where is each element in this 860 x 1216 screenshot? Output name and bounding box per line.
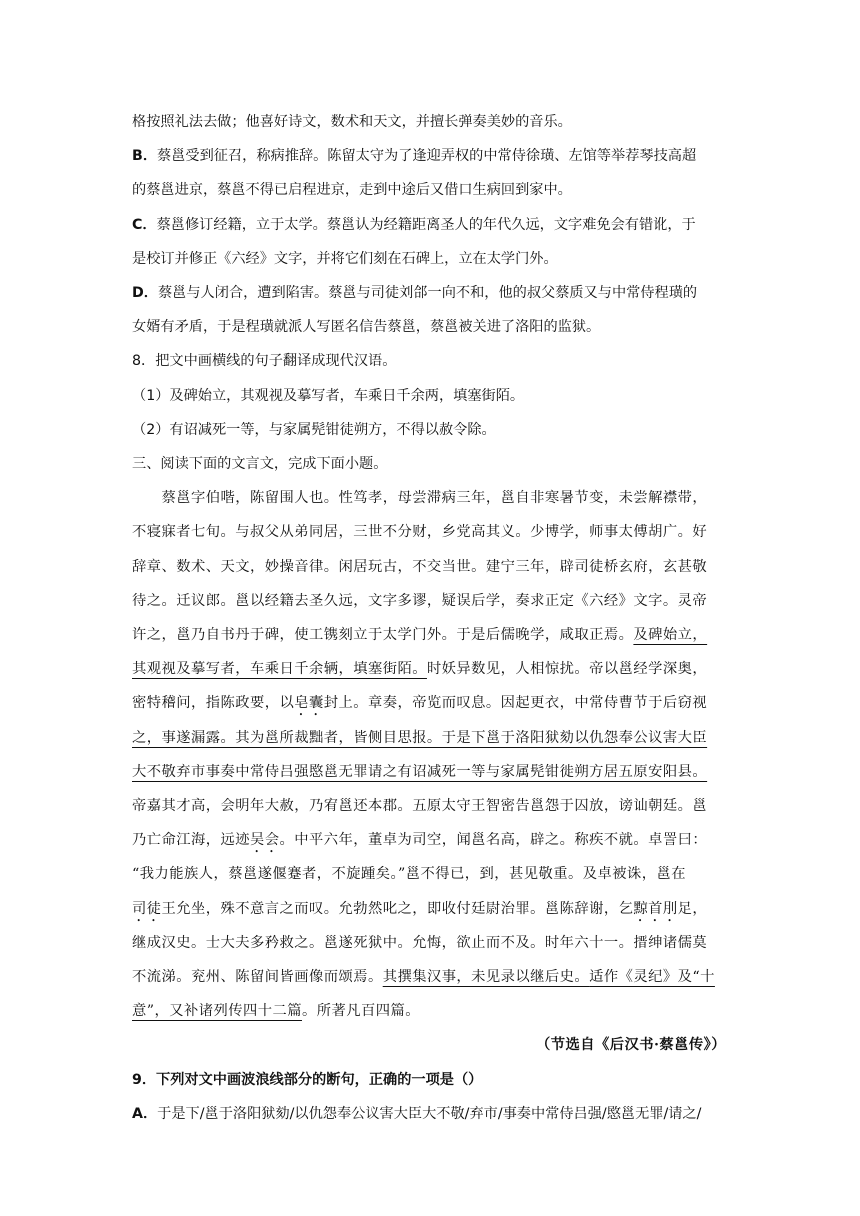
text-line xyxy=(132,249,732,269)
text-segment: D． xyxy=(132,285,158,301)
text-line xyxy=(132,1070,732,1090)
text-line xyxy=(132,283,732,303)
text-line xyxy=(132,454,732,474)
text-line xyxy=(132,112,732,132)
underlined-sentence: 之，事遂漏露。其为邕所裁黜者，皆侧目思报。于是下邕于洛阳狱劾以仇怨奉公议害大臣 xyxy=(132,729,708,746)
underlined-sentence: 意”，又补诸列传四十二篇 xyxy=(132,1003,302,1020)
text-line xyxy=(132,591,732,611)
text-segment: （节选自《后汉书·蔡邕传》） xyxy=(536,1037,726,1054)
text-line xyxy=(132,146,732,166)
underlined-sentence: 及碑始立， xyxy=(633,627,708,643)
text-line xyxy=(132,796,732,816)
text-line xyxy=(132,762,732,782)
text-line xyxy=(132,659,732,679)
dotted-term: 皂囊 xyxy=(294,695,324,712)
text-segment: 蔡邕字伯喈，陈留围人也。性笃孝，母尝滞病三年，邕自非寒暑节变，未尝解襟带， xyxy=(132,490,708,507)
text-segment: 9．下列对文中画波浪线部分的断句，正确的一项是（） xyxy=(132,1071,483,1088)
text-segment: 待之。迁议郎。邕以经籍去圣久远，文字多谬，疑误后学，奏求正定《六经》文字。灵帝 xyxy=(132,592,708,609)
text-line xyxy=(132,557,732,577)
text-line xyxy=(132,693,732,719)
text-line xyxy=(132,351,732,371)
text-line xyxy=(132,728,732,748)
text-line xyxy=(132,864,732,884)
dotted-term: 黥首刖 xyxy=(633,900,678,917)
underlined-sentence: 大不敬弃市事奏中常侍吕强愍邕无罪请之有诏减死一等与家属髡钳徙朔方居五原安阳县。 xyxy=(132,763,708,780)
text-segment: 女婿有矛盾，于是程璜就派人写匿名信告蔡邕，蔡邕被关进了洛阳的监狱。 xyxy=(132,319,601,336)
text-line xyxy=(132,625,732,645)
text-segment: 王允坐，殊不意言之而叹。允勃然叱之，即收付廷尉治罪。邕陈辞谢，乞 xyxy=(161,900,634,917)
text-segment: C． xyxy=(132,216,157,233)
text-segment: A． xyxy=(132,1105,158,1122)
text-segment: 三、阅读下面的文言文，完成下面小题。 xyxy=(132,456,388,472)
text-line xyxy=(132,967,732,987)
text-segment: 8．把文中画横线的句子翻译成现代汉语。 xyxy=(132,353,397,370)
text-line xyxy=(132,386,732,406)
text-segment: 不寝寐者七旬。与叔父从弟同居，三世不分财，乡党高其义。少博学，师事太傅胡广。好 xyxy=(132,524,708,541)
text-segment: 封上。章奏，帝览而叹息。因起更衣，中常侍曹节于后窃视 xyxy=(323,695,708,712)
text-line xyxy=(132,1001,732,1021)
text-segment: （2）有诏减死一等，与家属髡钳徒朔方，不得以赦令除。 xyxy=(132,421,496,438)
text-segment: 继成汉史。士大夫多矜救之。邕遂死狱中。允悔，欲止而不及。时年六十一。搢绅诸儒莫 xyxy=(132,934,708,951)
text-segment: 蔡邕与人闭合，遭到陷害。蔡邕与司徒刘郃一向不和，他的叔父蔡质又与中常侍程璜的 xyxy=(157,285,698,301)
underlined-sentence: 其观视及摹写者，车乘日千余辆，填塞街陌。 xyxy=(132,661,427,678)
text-segment: 蔡邕修订经籍，立于太学。蔡邕认为经籍距离圣人的年代久远，文字难免会有错讹，于 xyxy=(156,216,696,233)
text-segment: （1）及碑始立，其观视及摹写者，车乘日千余两，填塞街陌。 xyxy=(132,387,525,404)
text-line xyxy=(132,488,732,508)
text-line xyxy=(132,899,732,925)
text-line xyxy=(132,317,732,337)
text-segment: 蔡邕受到征召，称病推辞。陈留太守为了逢迎弄权的中常侍徐璜、左馆等举荐琴技高超 xyxy=(157,148,697,165)
text-segment: 乃亡命江海，远迹 xyxy=(132,832,250,849)
text-segment: 。所著凡百四篇。 xyxy=(301,1003,420,1020)
text-line xyxy=(132,933,732,953)
underlined-sentence: 适作《灵纪》及“十 xyxy=(589,969,715,985)
text-segment: “我力能族人，蔡邕遂偃蹇者，不旋踵矣。”邕不得已，到，甚见敬重。及卓被诛，邕在 xyxy=(132,866,686,883)
text-segment: 。中平六年，董卓为司空，闻邕名高，辟之。称疾不就。卓詈曰： xyxy=(279,832,708,849)
text-segment: 是校订并修正《六经》文字，并将它们刻在石碑上，立在太学门外。 xyxy=(132,250,558,267)
text-line xyxy=(132,180,732,200)
text-segment: 不流涕。兖州、陈留间皆画像而颂焉。 xyxy=(132,969,383,985)
text-line xyxy=(132,522,732,542)
source-citation xyxy=(536,1035,726,1055)
underlined-sentence: 其撰集汉事，未见录以继后史。 xyxy=(382,969,590,985)
text-line xyxy=(132,420,732,440)
text-line xyxy=(132,830,732,856)
text-line xyxy=(132,1104,732,1124)
dotted-term: 司徒 xyxy=(132,900,162,917)
text-segment: 密特稽问，指陈政要，以 xyxy=(132,695,295,712)
text-line xyxy=(132,215,732,235)
text-segment: 于是下/邕于洛阳狱劾/以仇怨奉公议害大臣大不敬/弃市/事奏中常侍吕强/愍邕无罪/请之/ xyxy=(157,1105,702,1122)
text-segment: B． xyxy=(132,148,158,165)
text-segment: 的蔡邕进京，蔡邕不得已启程进京，走到中途后又借口生病回到家中。 xyxy=(132,182,572,199)
text-segment: 帝嘉其才高，会明年大赦，乃宥邕还本郡。五原太守王智密告邕怨于囚放，谤讪朝廷。邕 xyxy=(132,798,708,814)
text-segment: 时妖异数见，人相惊扰。帝以邕经学深奥， xyxy=(426,661,708,678)
dotted-term: 吴会 xyxy=(249,832,280,849)
text-segment: 许之，邕乃自书丹于碑，使工镌刻立于太学门外。于是后儒晚学，咸取正焉。 xyxy=(132,627,634,643)
text-segment: 辞章、数术、天文，妙操音律。闲居玩古，不交当世。建宁三年，辟司徒桥玄府，玄甚敬 xyxy=(132,558,708,575)
text-segment: 足， xyxy=(677,900,708,917)
text-segment: 格按照礼法去做；他喜好诗文，数术和天文，并擅长弹奏美妙的音乐。 xyxy=(132,114,572,130)
